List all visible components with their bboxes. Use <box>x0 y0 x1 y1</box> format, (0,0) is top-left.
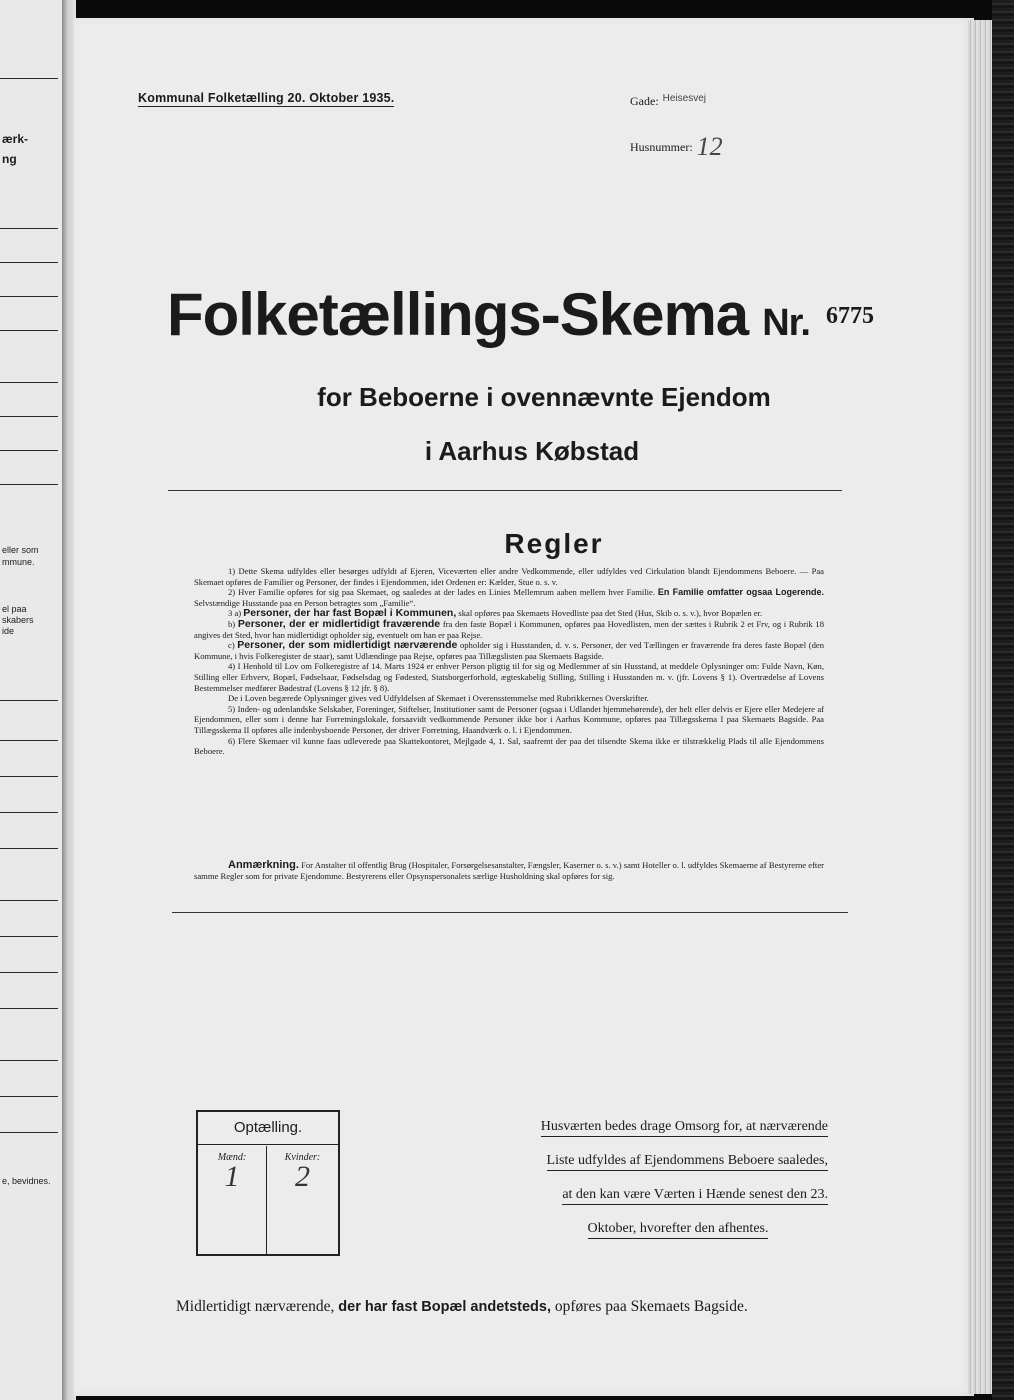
rule-line <box>0 740 58 741</box>
rule-4b: De i Loven begærede Oplysninger gives ved Udfyldelsen af Skemaet i Overensstemmelse med Rubrikkernes Overskrifter. <box>228 693 649 704</box>
count-box-title: Optælling. <box>198 1112 338 1145</box>
notice-line: at den kan være Værten i Hænde senest den 23. <box>562 1187 828 1205</box>
footer-text: Midlertidigt nærværende, <box>176 1298 335 1315</box>
rule-line <box>0 330 58 331</box>
form-title <box>167 280 810 349</box>
left-page-text: ærk- <box>2 132 29 146</box>
skema-number: 6775 <box>826 303 874 329</box>
rule-line <box>0 700 58 701</box>
left-page-text: eller som <box>2 545 39 555</box>
rules-heading: Regler <box>504 528 604 559</box>
census-form-page <box>74 18 974 1396</box>
gade-label: Gade: <box>630 94 659 108</box>
husnummer-label: Husnummer: <box>630 140 693 154</box>
rule-line <box>0 812 58 813</box>
page-edges <box>968 20 992 1394</box>
left-page-text: skabers <box>2 615 34 625</box>
left-page-text: el paa <box>2 604 27 614</box>
rule-1: 1) Dette Skema udfyldes eller besørges udfyldt af Ejeren, Viceværten eller andre Vedkommende, eller udfyldes ved Cirkulation blandt Ejendommens Beboere. — Paa Skemaet opføres de Familier og Personer, der findes i Ejendommen, idet Ordenen er: Kælder, Stue o. s. v. <box>194 566 824 587</box>
remark-text: For Anstalter til offentlig Brug (Hospitaler, Forsørgelsesanstalter, Fængsler, Kaserner o. s. v.) samt Hoteller o. l. udfyldes Skemaerne af Bestyrerne efter samme Regler som for private Ejendomme. Bestyrerens eller Opsynspersonalets særlige Husholdning skal opføres for sig. <box>194 860 824 881</box>
form-subtitle: for Beboerne i ovennævnte Ejendom <box>317 382 771 412</box>
men-count: 1 <box>224 1160 240 1193</box>
rule-line <box>0 228 58 229</box>
gade-value: Heisesvej <box>662 93 707 104</box>
footer-note <box>176 1298 856 1316</box>
men-column <box>198 1146 267 1254</box>
remark <box>194 860 824 882</box>
rule-line <box>0 450 58 451</box>
notice-line: Oktober, hvorefter den afhentes. <box>588 1221 769 1239</box>
rule-3c: c) Personer, der som midlertidigt nærværende opholder sig i Husstanden, d. v. s. Personer, der ved Tællingen er fraværende fra deres faste Bopæl (den Kommune, i hvis Folkeregister de staar), samt Udlændinge paa Rejse, opføres paa Tillægslisten paa Skemaets Bagside. <box>194 639 825 661</box>
rule-3b: b) Personer, der er midlertidigt fraværende fra den faste Bopæl i Kommunen, opføres paa Hovedlisten, men der sættes i Rubrik 2 et Frv, og i Rubrik 18 angives det Sted, hvor han midlertidigt opholder sig, eventuelt om han er paa Rejse. <box>194 617 825 640</box>
gade-field <box>630 93 706 109</box>
divider <box>168 490 842 491</box>
landlord-notice <box>498 1110 828 1246</box>
remark-label: Anmærkning. <box>228 859 299 871</box>
rule-4: 4) I Henhold til Lov om Folkeregistre af 14. Marts 1924 er enhver Person pligtig til for sig og Medlemmer af sin Husstand, at meddele Oplysninger om: Fulde Navn, Køn, Stilling eller Erhverv, Bopæl, Fødselsaar, Fødselsdag og Fødested, Statsborgerforhold, ægteskabelig Stilling, Stilling i Husstanden m. v. (jfr. Lovens § 1). Overtrædelse af Lovens Bestemmelser medfører Bødestraf (Lovens § 12 jfr. § 8). <box>194 661 824 693</box>
rule-line <box>0 936 58 937</box>
rule-line <box>0 296 58 297</box>
rule-line <box>0 382 58 383</box>
rule-line <box>0 1096 58 1097</box>
women-column <box>267 1146 338 1254</box>
rule-line <box>0 972 58 973</box>
divider <box>172 912 848 913</box>
book-binding <box>992 0 1014 1400</box>
rule-line <box>0 262 58 263</box>
rule-line <box>0 78 58 79</box>
rule-6: 6) Flere Skemaer vil kunne faas udleverede paa Skattekontoret, Mejlgade 4, 1. Sal, saafremt der paa det tilsendte Skema ikke er tilstrækkelig Plads til alle Ejendommens Beboere. <box>194 735 824 757</box>
rule-line <box>0 416 58 417</box>
form-title-nr: Nr. <box>762 302 810 344</box>
rule-5: 5) Inden- og udenlandske Selskaber, Foreninger, Stiftelser, Institutioner samt de Personer (ogsaa i Udlandet hjemmehørende), der helt eller delvis er Ejere eller Medejere af Ejendommen, eller som i denne har Forretningslokale, forsaavidt vedkommende Personer ikke bor i Aarhus Kommune, opføres paa Tillægsskema I paa Skemaets Bagside. Paa Tillægsskema II opføres alle indenbysboende Personer, der driver Forretning, Haandværk o. l. i Ejendommen. <box>194 703 824 735</box>
women-label: Kvinder: <box>284 1152 321 1163</box>
rule-line <box>0 1008 58 1009</box>
rule-line <box>0 848 58 849</box>
rules-text <box>194 566 824 757</box>
rule-3a: 3 a) Personer, der har fast Bopæl i Kommunen, skal opføres paa Skemaets Hovedliste paa det Sted (Hus, Skib o. s. v.), hvor Bopælen er. <box>228 607 763 620</box>
count-box <box>196 1110 340 1256</box>
notice-line: Husværten bedes drage Omsorg for, at nærværende <box>541 1119 828 1137</box>
husnummer-field <box>630 132 723 162</box>
form-subtitle-city: i Aarhus Købstad <box>424 436 640 466</box>
left-page-text: mmune. <box>2 557 35 567</box>
footer-text: opføres paa Skemaets Bagside. <box>554 1298 748 1315</box>
notice-line: Liste udfyldes af Ejendommens Beboere saaledes, <box>547 1153 828 1171</box>
rule-line <box>0 900 58 901</box>
husnummer-value: 12 <box>696 132 723 161</box>
left-page-text: ng <box>2 152 17 166</box>
rule-line <box>0 1060 58 1061</box>
previous-page-fragment <box>0 0 62 1400</box>
left-page-text: ide <box>2 626 15 636</box>
form-title-main: Folketællings-Skema <box>167 281 749 348</box>
census-header: Kommunal Folketælling 20. Oktober 1935. <box>138 91 395 105</box>
rule-2: 2) Hver Familie opføres for sig paa Skemaet, og saaledes at der lades en Linies Mellemrum aaben mellem hver Familie. En Familie omfatter ogsaa Logerende. Selvstændige Husstande paa en Person betragtes som „Familie“. <box>194 587 824 608</box>
rule-line <box>0 1132 58 1133</box>
rule-line <box>0 484 58 485</box>
men-label: Mænd: <box>217 1152 247 1163</box>
rule-line <box>0 776 58 777</box>
women-count: 2 <box>295 1160 310 1193</box>
footer-bold-text: der har fast Bopæl andetsteds, <box>338 1299 552 1315</box>
left-page-text: e, bevidnes. <box>2 1176 51 1186</box>
